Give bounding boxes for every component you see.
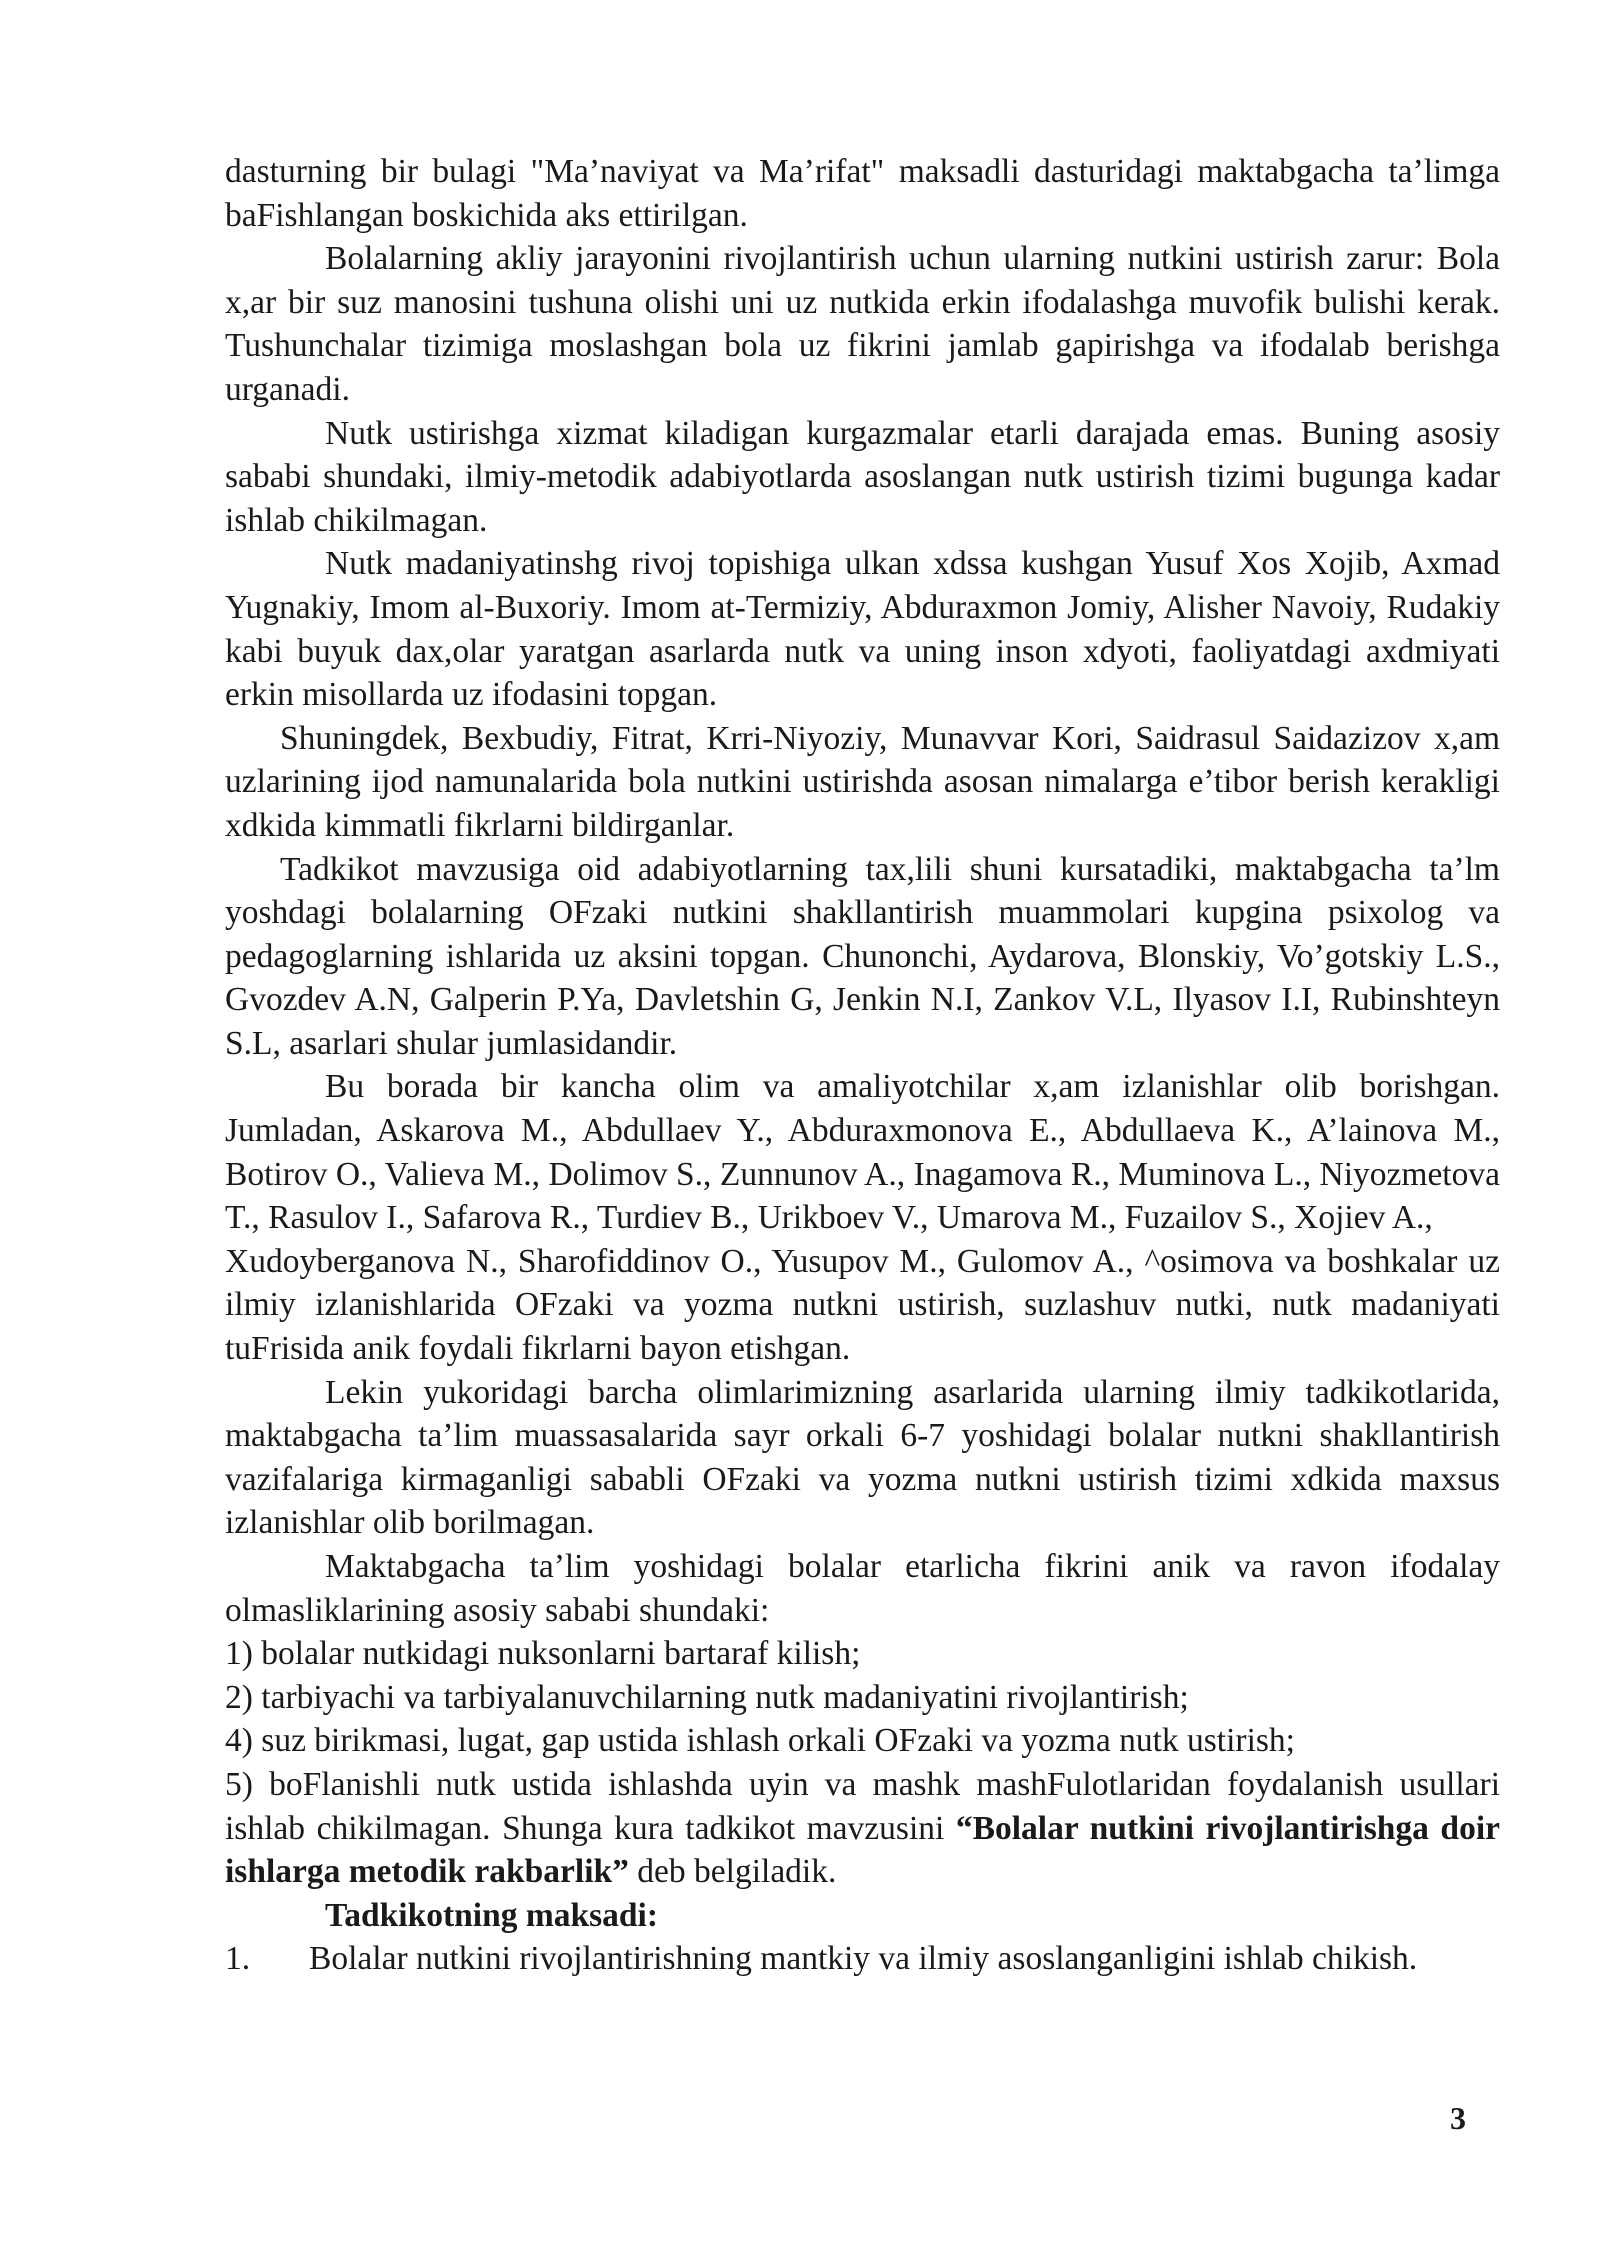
list-item: 2) tarbiyachi va tarbiyalanuvchilarning nutk madaniyatini rivojlantirish; bbox=[225, 1678, 1189, 1716]
research-topic-bold: “Bolalar nutkini rivojlantirishga doir ishlarga metodik rakbarlik” bbox=[225, 1809, 1500, 1891]
document-page bbox=[225, 150, 1500, 1981]
list-item: 4) suz birikmasi, lugat, gap ustida ishlash orkali OFzaki va yozma nutk ustirish; bbox=[225, 1722, 1295, 1760]
goal-item bbox=[225, 1937, 1500, 1981]
paragraph: dasturning bir bulagi "Ma’naviyat va Ma’rifat" maksadli dasturidagi maktabgacha ta’limga baFishlangan boskichida aks ettirilgan. bbox=[225, 153, 1500, 234]
paragraph: Bolalarning akliy jarayonini rivojlantirish uchun ularning nutkini ustirish zarur: Bola x,ar bir suz manosini tushuna olishi uni uz nutkida erkin ifodalashga muvofik bulishi kerak. Tushunchalar tizimiga moslashgan bola uz fikrini jamlab gapirishga va ifodalab berishga urganadi. bbox=[225, 240, 1500, 408]
paragraph: Shuningdek, Bexbudiy, Fitrat, Krri-Niyoziy, Munavvar Kori, Saidrasul Saidazizov x,am uzlarining ijod namunalarida bola nutkini ustirishda asosan nimalarga e’tibor berish kerakligi xdkida kimmatli fikrlarni bildirganlar. bbox=[225, 719, 1500, 844]
paragraph: Lekin yukoridagi barcha olimlarimizning asarlarida ularning ilmiy tadkikotlarida, maktabgacha ta’lim muassasalarida sayr orkali 6-7 yoshidagi bolalar nutkni shakllantirish vazifalariga kirmaganligi sababli OFzaki va yozma nutkni ustirish tizimi xdkida maxsus izlanishlar olib borilmagan. bbox=[225, 1373, 1500, 1542]
list-item: 1) bolalar nutkidagi nuksonlarni bartaraf kilish; bbox=[225, 1635, 861, 1673]
goal-number: 1. bbox=[225, 1940, 251, 1978]
section-heading: Tadkikotning maksadi: bbox=[325, 1896, 658, 1934]
paragraph: Xudoyberganova N., Sharofiddinov O., Yusupov M., Gulomov A., ^osimova va boshkalar uz ilmiy izlanishlarida OFzaki va yozma nutkni ustirish, suzlashuv nutki, nutk madaniyati tuFrisida anik foydali fikrlarni bayon etishgan. bbox=[225, 1242, 1500, 1368]
page-number: 3 bbox=[1450, 2100, 1466, 2136]
paragraph: Nutk madaniyatinshg rivoj topishiga ulkan xdssa kushgan Yusuf Xos Xojib, Axmad Yugnakiy, Imom al-Buxoriy. Imom at-Termiziy, Abduraxmon Jomiy, Alisher Navoiy, Rudakiy kabi buyuk dax,olar yaratgan asarlarda nutk va uning inson xdyoti, faoliyatdagi axdmiyati erkin misollarda uz ifodasini topgan. bbox=[225, 545, 1500, 714]
list-item-text: deb belgiladik. bbox=[628, 1853, 837, 1891]
list-item bbox=[225, 1763, 1500, 1894]
paragraph: Tadkikot mavzusiga oid adabiyotlarning tax,lili shuni kursatadiki, maktabgacha ta’lm yoshdagi bolalarning OFzaki nutkini shakllantirish muammolari kupgina psixolog va pedagoglarning ishlarida uz aksini topgan. Chunonchi, Aydarova, Blonskiy, Vo’gotskiy L.S., Gvozdev A.N, Galperin P.Ya, Davletshin G, Jenkin N.I, Zankov V.L, Ilyasov I.I, Rubinshteyn S.L, asarlari shular jumlasidandir. bbox=[225, 850, 1500, 1062]
paragraph: Nutk ustirishga xizmat kiladigan kurgazmalar etarli darajada emas. Buning asosiy sababi shundaki, ilmiy-metodik adabiyotlarda asoslangan nutk ustirish tizimi bugunga kadar ishlab chikilmagan. bbox=[225, 414, 1500, 539]
paragraph: Maktabgacha ta’lim yoshidagi bolalar etarlicha fikrini anik va ravon ifodalay olmasliklarining asosiy sababi shundaki: bbox=[225, 1548, 1500, 1629]
list-item-text: 5) boFlanishli nutk ustida ishlashda uyin va mashk mashFulotlaridan foydalanish usullari ishlab chikilmagan. Shunga kura tadkikot mavzusini bbox=[225, 1765, 1500, 1847]
paragraph: Bu borada bir kancha olim va amaliyotchilar x,am izlanishlar olib borishgan. Jumladan, Askarova M., Abdullaev Y., Abduraxmonova E., Abdullaeva K., A’lainova M., Botirov O., Valieva M., Dolimov S., Zunnunov A., Inagamova R., Muminova L., Niyozmetova T., Rasulov I., Safarova R., Turdiev B., Urikboev V., Umarova M., Fuzailov S., Xojiev A., bbox=[225, 1068, 1500, 1237]
goal-text: Bolalar nutkini rivojlantirishning mantkiy va ilmiy asoslanganligini ishlab chikish. bbox=[309, 1940, 1418, 1978]
